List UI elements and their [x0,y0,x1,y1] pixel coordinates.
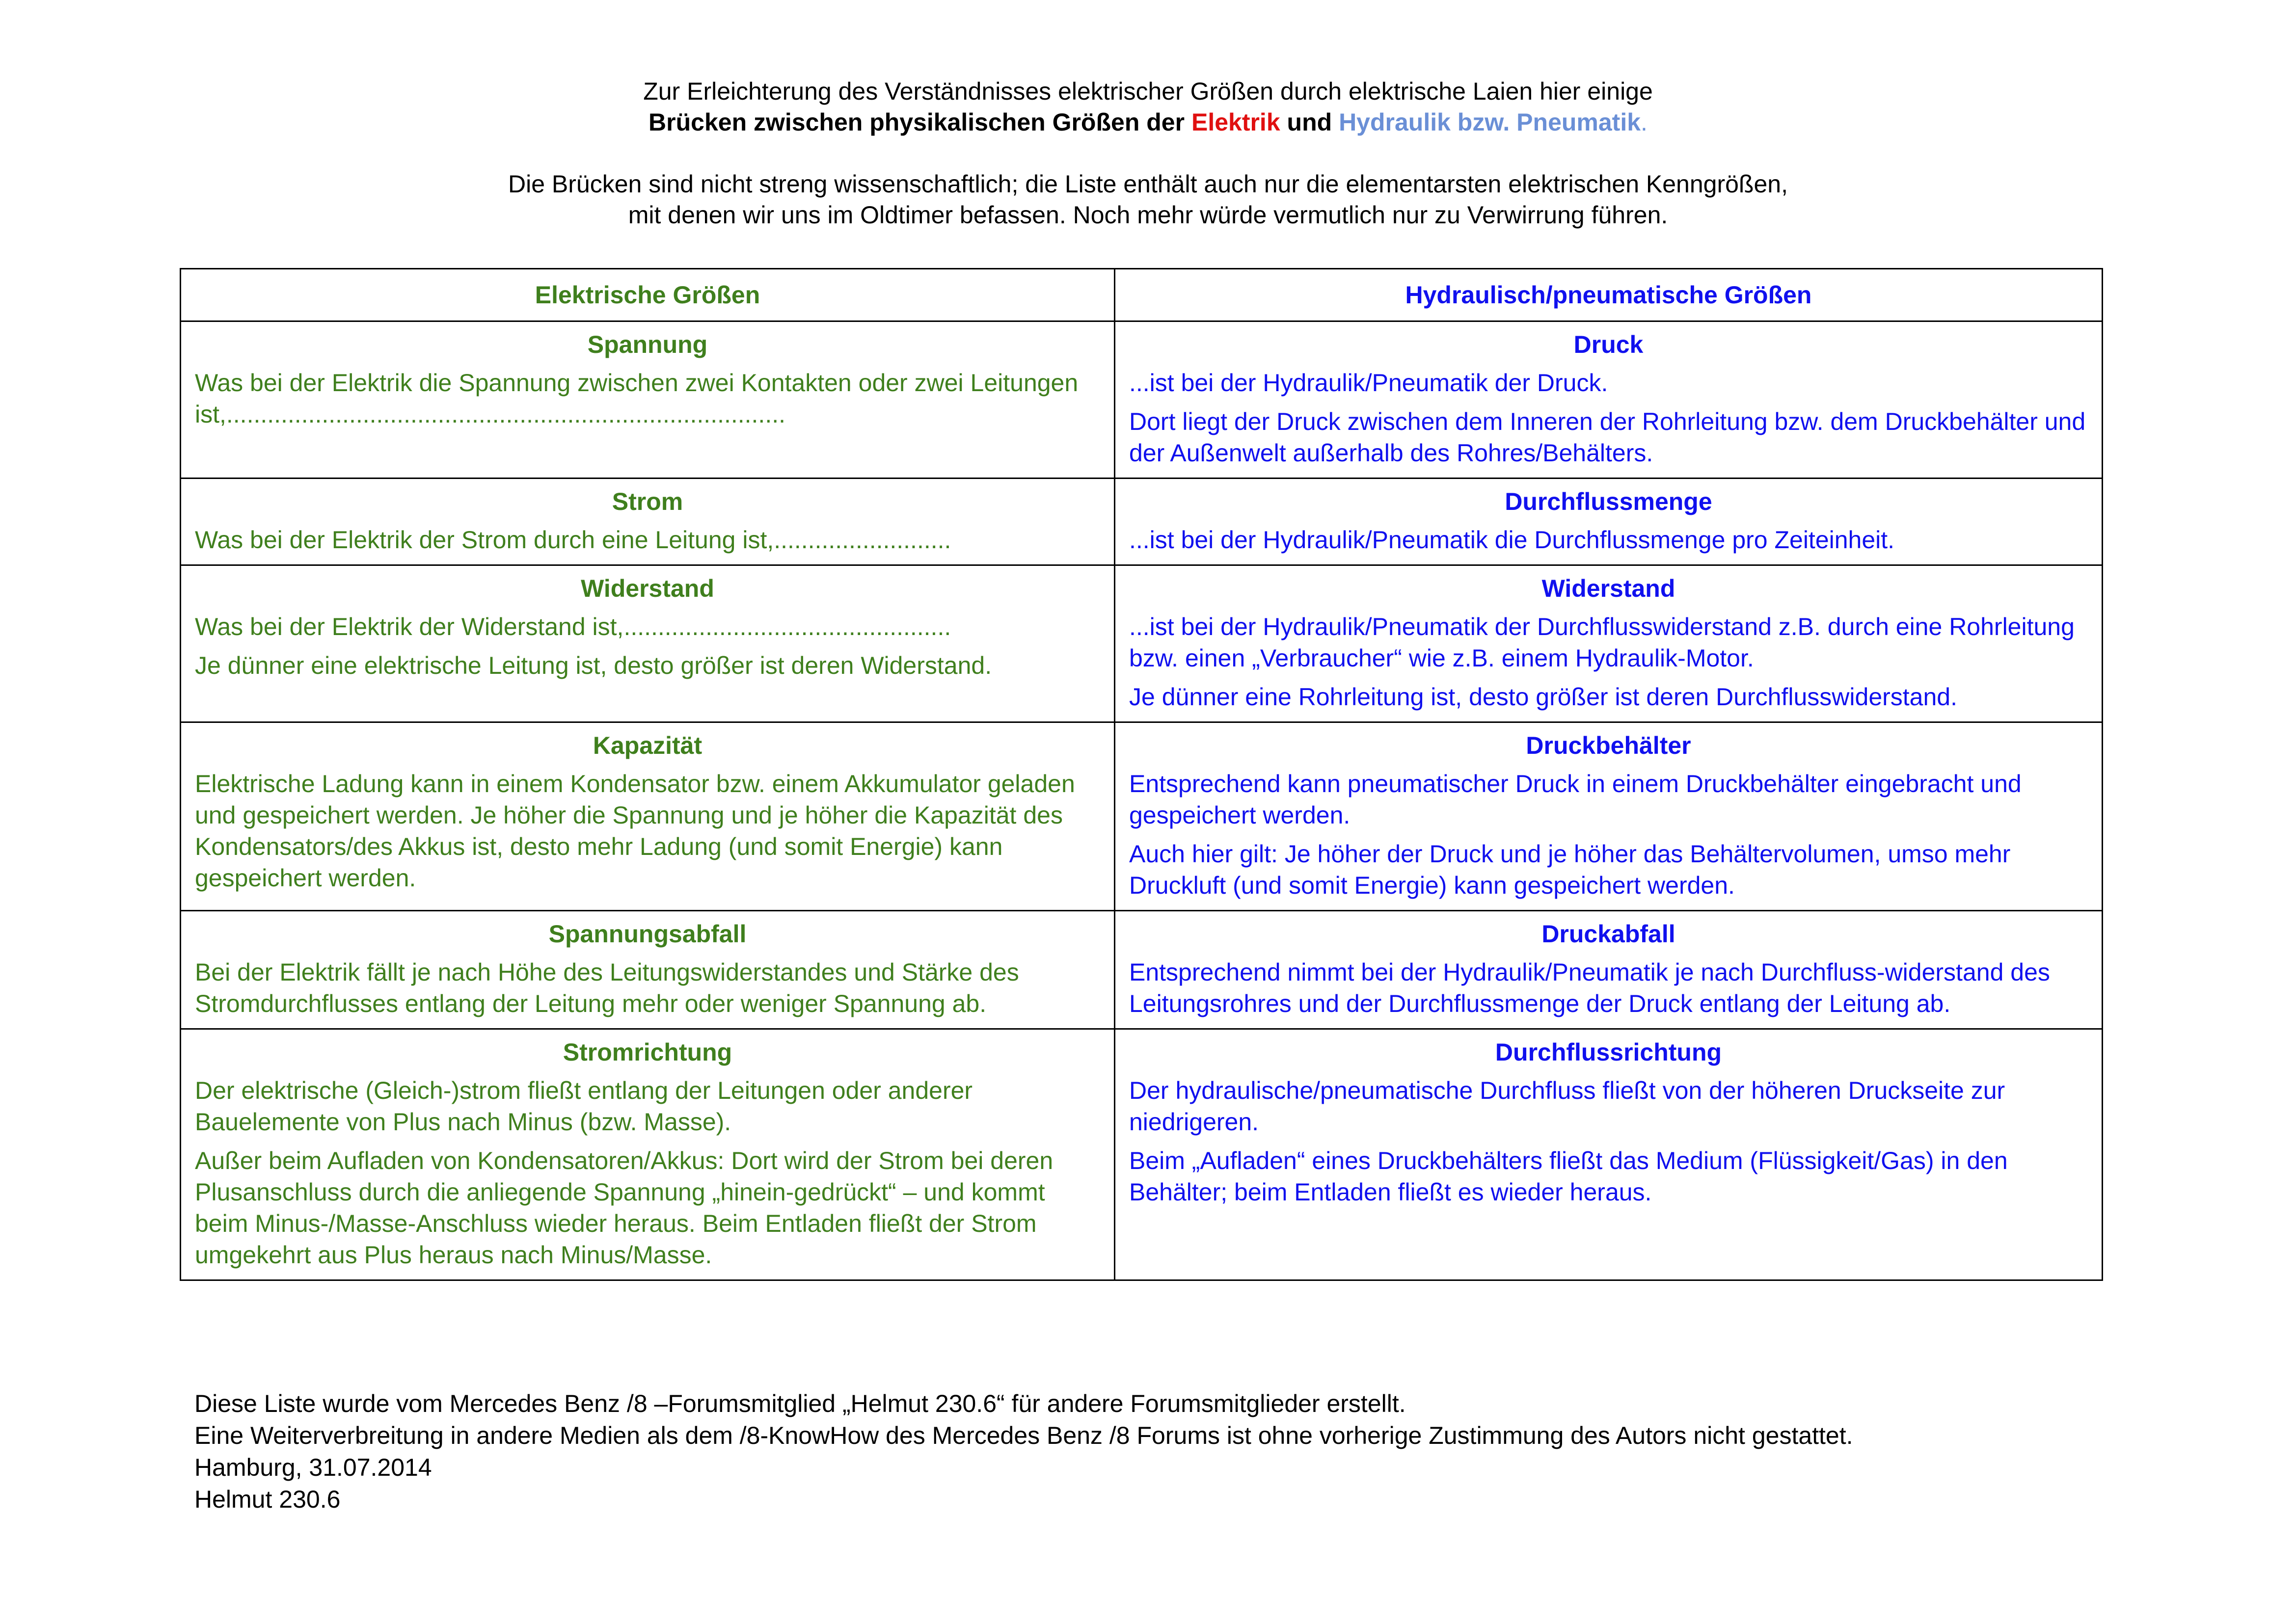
left-cell-title: Spannungsabfall [548,920,747,948]
footer-line-2: Eine Weiterverbreitung in andere Medien als dem /8-KnowHow des Mercedes Benz /8 Forums ist ohne vorherige Zustimmung des Autors nicht gestattet. [194,1422,1853,1449]
right-cell-text: ...ist bei der Hydraulik/Pneumatik der Druck. [1129,369,1608,397]
left-cell-title: Widerstand [581,575,714,602]
right-cell [1115,565,2103,722]
left-cell-text: Je dünner eine elektrische Leitung ist, desto größer ist deren Widerstand. [195,652,992,679]
intro-line-4: mit denen wir uns im Oldtimer befassen. Noch mehr würde vermutlich nur zu Verwirrung führen. [628,201,1668,229]
right-cell-text: Dort liegt der Druck zwischen dem Inneren der Rohrleitung bzw. dem Druckbehälter und der Außenwelt außerhalb des Rohres/Behälters. [1129,408,2086,467]
right-cell-text: Auch hier gilt: Je höher der Druck und je höher das Behältervolumen, umso mehr Druckluft (und somit Energie) kann gespeichert werden. [1129,840,2011,899]
intro-line-3: Die Brücken sind nicht streng wissenschaftlich; die Liste enthält auch nur die elementarsten elektrischen Kenngrößen, [508,170,1788,198]
title-suffix: . [1641,108,1648,136]
document-footer [194,1388,1853,1516]
left-cell-text: Bei der Elektrik fällt je nach Höhe des Leitungswiderstandes und Stärke des Stromdurchflusses entlang der Leitung mehr oder weniger Spannung ab. [195,958,1019,1017]
left-cell-title: Spannung [587,331,708,358]
left-cell-text: Was bei der Elektrik der Widerstand ist,................................................ [195,613,951,640]
left-cell-text: Der elektrische (Gleich-)strom fließt entlang der Leitungen oder anderer Bauelemente von Plus nach Minus (bzw. Masse). [195,1077,973,1136]
left-cell-text: Außer beim Aufladen von Kondensatoren/Akkus: Dort wird der Strom bei deren Plusanschluss durch die anliegende Spannung „hinein-gedrückt“ – und kommt beim Minus-/Masse-Anschluss wieder heraus. Beim Entladen fließt der Strom umgekehrt aus Plus heraus nach Minus/Masse. [195,1147,1053,1269]
intro-line-1: Zur Erleichterung des Verständnisses elektrischer Größen durch elektrische Laien hier einige [643,78,1653,105]
table-header-row [181,269,2103,321]
left-cell-text: Elektrische Ladung kann in einem Kondensator bzw. einem Akkumulator geladen und gespeichert werden. Je höher die Spannung und je höher die Kapazität des Kondensators/des Akkus ist, desto mehr Ladung (und somit Energie) kann gespeichert werden. [195,770,1075,892]
right-cell-text: Entsprechend kann pneumatischer Druck in einem Druckbehälter eingebracht und gespeichert werden. [1129,770,2022,829]
document-header [0,76,2296,231]
right-cell-text: ...ist bei der Hydraulik/Pneumatik die Durchflussmenge pro Zeiteinheit. [1129,526,1895,554]
left-cell-title: Kapazität [593,732,702,759]
right-cell-title: Druck [1573,331,1644,358]
right-cell [1115,321,2103,479]
column-header-hydraulisch: Hydraulisch/pneumatische Größen [1115,269,2103,321]
right-cell [1115,1029,2103,1280]
title-und: und [1280,108,1339,136]
right-cell-text: Je dünner eine Rohrleitung ist, desto größer ist deren Durchflusswiderstand. [1129,683,1957,711]
right-cell [1115,722,2103,911]
footer-place-date: Hamburg, 31.07.2014 [194,1454,432,1481]
comparison-table [180,268,2103,1281]
title-prefix: Brücken zwischen physikalischen Größen der [648,108,1191,136]
left-cell-text: Was bei der Elektrik der Strom durch eine Leitung ist,.......................... [195,526,951,554]
right-cell-title: Widerstand [1541,575,1675,602]
right-cell-title: Durchflussmenge [1505,488,1712,515]
left-cell-title: Strom [612,488,683,515]
left-cell [181,321,1115,479]
right-cell [1115,479,2103,565]
right-cell-title: Druckbehälter [1526,732,1691,759]
table-row [181,321,2103,479]
left-cell [181,1029,1115,1280]
right-cell-text: Entsprechend nimmt bei der Hydraulik/Pneumatik je nach Durchfluss-widerstand des Leitungsrohres und der Durchflussmenge der Druck entlang der Leitung ab. [1129,958,2050,1017]
table-row [181,911,2103,1029]
left-cell [181,911,1115,1029]
table-row [181,565,2103,722]
title-elektrik: Elektrik [1191,108,1280,136]
document-title [0,107,2296,138]
title-hydraulik: Hydraulik bzw. Pneumatik [1339,108,1641,136]
footer-line-1: Diese Liste wurde vom Mercedes Benz /8 –Forumsmitglied „Helmut 230.6“ für andere Forumsmitglieder erstellt. [194,1390,1406,1417]
left-cell [181,722,1115,911]
right-cell-text: ...ist bei der Hydraulik/Pneumatik der Durchflusswiderstand z.B. durch eine Rohrleitung bzw. einen „Verbraucher“ wie z.B. einem Hydraulik-Motor. [1129,613,2075,672]
right-cell-title: Durchflussrichtung [1495,1038,1722,1066]
left-cell-text: Was bei der Elektrik die Spannung zwischen zwei Kontakten oder zwei Leitungen ist,.................................................................................. [195,369,1079,428]
right-cell-text: Beim „Aufladen“ eines Druckbehälters fließt das Medium (Flüssigkeit/Gas) in den Behälter; beim Entladen fließt es wieder heraus. [1129,1147,2008,1206]
left-cell [181,479,1115,565]
left-cell [181,565,1115,722]
table-row [181,479,2103,565]
left-cell-title: Stromrichtung [563,1038,732,1066]
table-row [181,1029,2103,1280]
right-cell-title: Druckabfall [1541,920,1675,948]
right-cell [1115,911,2103,1029]
right-cell-text: Der hydraulische/pneumatische Durchfluss fließt von der höheren Druckseite zur niedrigeren. [1129,1077,2005,1136]
footer-author: Helmut 230.6 [194,1486,341,1513]
table-row [181,722,2103,911]
column-header-elektrisch: Elektrische Größen [181,269,1115,321]
